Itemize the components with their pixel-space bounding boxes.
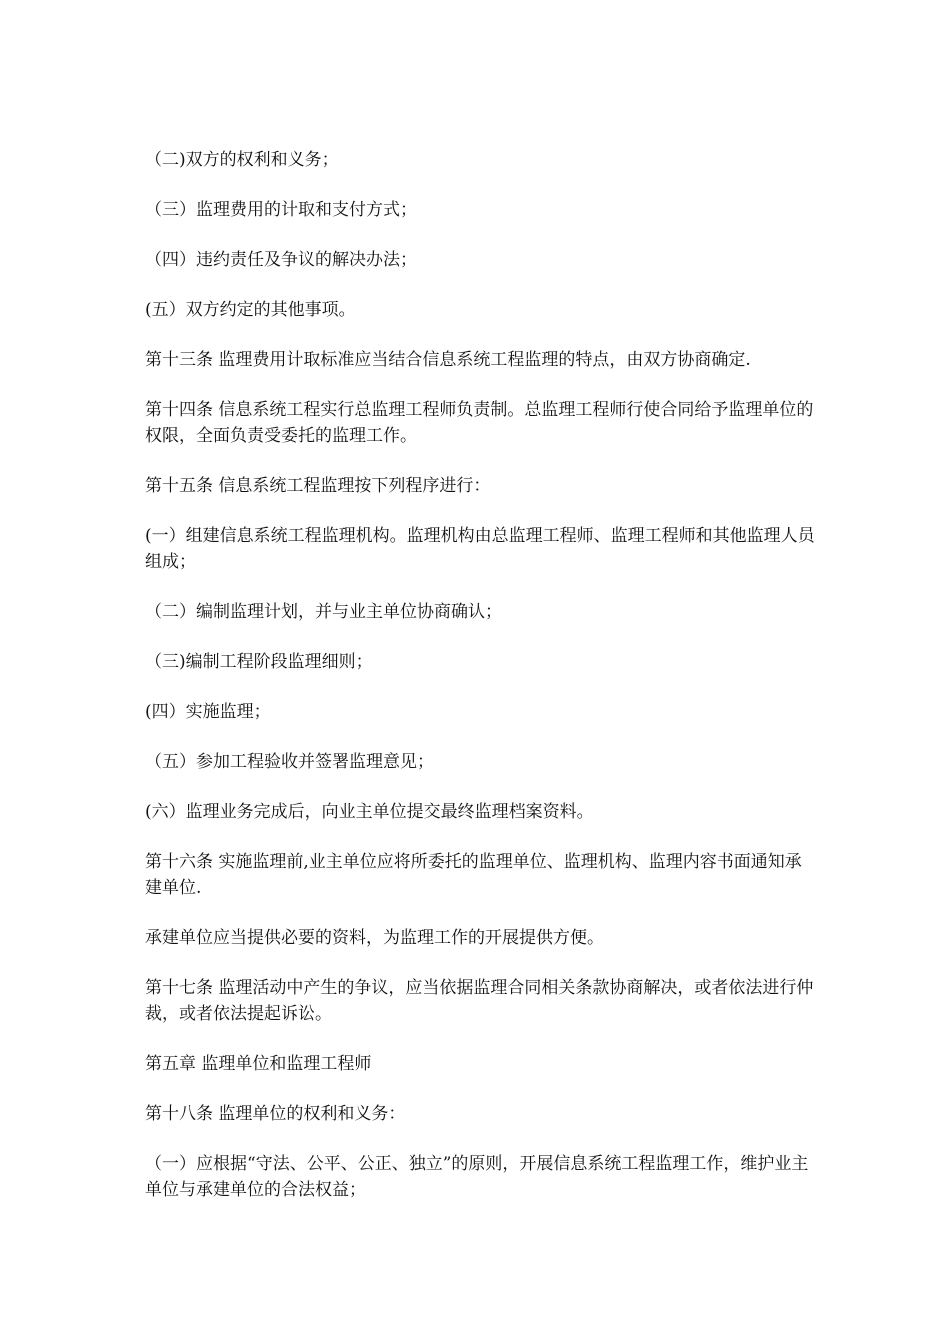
article-17: 第十七条 监理活动中产生的争议，应当依据监理合同相关条款协商解决，或者依法进行仲裁，或者依法提起诉讼。 [145, 978, 814, 1024]
document-body [145, 147, 815, 1227]
article-16: 第十六条 实施监理前,业主单位应将所委托的监理单位、监理机构、监理内容书面通知承建单位. [145, 852, 802, 898]
article-18: 第十八条 监理单位的权利和义务： [145, 1104, 406, 1124]
paragraph: （三）监理费用的计取和支付方式； [145, 200, 417, 220]
paragraph: （四）违约责任及争议的解决办法； [145, 250, 417, 270]
paragraph: （五）参加工程验收并签署监理意见； [145, 752, 434, 772]
paragraph: (六）监理业务完成后，向业主单位提交最终监理档案资料。 [145, 802, 594, 822]
chapter-heading: 第五章 监理单位和监理工程师 [145, 1054, 372, 1074]
article-15: 第十五条 信息系统工程监理按下列程序进行： [145, 476, 491, 496]
paragraph: 承建单位应当提供必要的资料，为监理工作的开展提供方便。 [145, 928, 604, 948]
paragraph: （一）应根据“守法、公平、公正、独立”的原则，开展信息系统工程监理工作，维护业主单位与承建单位的合法权益； [145, 1154, 809, 1200]
paragraph: （三)编制工程阶段监理细则； [145, 652, 373, 672]
paragraph: （二)双方的权利和义务； [145, 150, 339, 170]
article-13: 第十三条 监理费用计取标准应当结合信息系统工程监理的特点，由双方协商确定. [145, 350, 751, 370]
article-14: 第十四条 信息系统工程实行总监理工程师负责制。总监理工程师行使合同给予监理单位的权限，全面负责受委托的监理工作。 [145, 400, 814, 446]
paragraph: (五）双方约定的其他事项。 [145, 300, 356, 320]
paragraph: (一）组建信息系统工程监理机构。监理机构由总监理工程师、监理工程师和其他监理人员组成； [145, 526, 815, 572]
paragraph: (四）实施监理； [145, 702, 271, 722]
paragraph: （二）编制监理计划，并与业主单位协商确认； [145, 602, 502, 622]
